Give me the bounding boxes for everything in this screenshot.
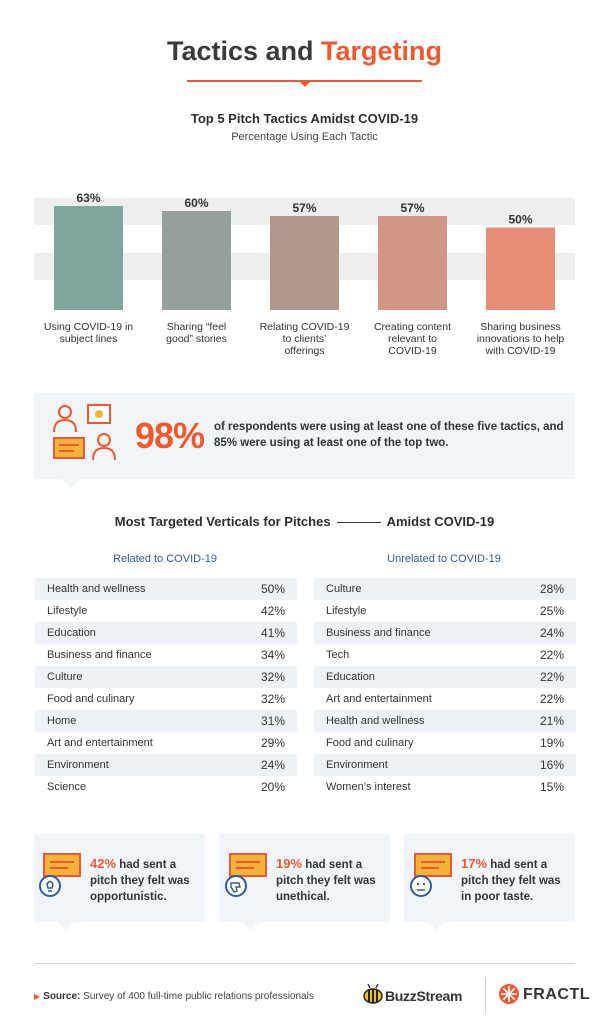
title-part-2: Targeting bbox=[321, 36, 443, 66]
row-label: Lifestyle bbox=[47, 605, 88, 617]
row-label: Environment bbox=[47, 759, 109, 771]
verticals-title-right: Amidst COVID-19 bbox=[386, 514, 495, 529]
bar-category-label: Sharing “feel good” stories bbox=[166, 321, 227, 345]
unrelated-verticals-table bbox=[314, 578, 576, 798]
stat-value: 42% bbox=[90, 856, 117, 871]
chart-subtitle: Percentage Using Each Tactic bbox=[231, 131, 378, 143]
fractl-logo-text: FRACTL bbox=[523, 986, 590, 1003]
row-label: Education bbox=[47, 627, 96, 639]
row-value: 25% bbox=[539, 604, 564, 618]
row-label: Lifestyle bbox=[326, 605, 367, 617]
unrelated-column-heading: Unrelated to COVID-19 bbox=[387, 553, 501, 565]
stat-text-opportunistic bbox=[90, 856, 202, 905]
stat-card-tail bbox=[243, 922, 259, 930]
buzzstream-bee-icon bbox=[362, 983, 384, 1005]
row-value: 15% bbox=[539, 780, 564, 794]
title-underline-notch bbox=[299, 81, 311, 87]
table-row bbox=[314, 732, 576, 754]
stat-description: had sent a pitch they felt was in poor taste. bbox=[461, 859, 561, 903]
row-value: 34% bbox=[260, 648, 285, 662]
row-label: Science bbox=[47, 781, 87, 793]
row-value: 21% bbox=[539, 714, 564, 728]
row-label: Culture bbox=[326, 583, 362, 595]
row-label: Environment bbox=[326, 759, 388, 771]
source-arrow-icon: ▶ bbox=[34, 992, 41, 1001]
table-row bbox=[35, 622, 297, 644]
neutral-face-icon bbox=[409, 852, 455, 902]
related-verticals-table bbox=[35, 578, 297, 798]
stat-card-tail bbox=[58, 922, 74, 930]
row-value: 24% bbox=[260, 758, 285, 772]
verticals-title bbox=[0, 514, 609, 529]
page-title bbox=[0, 36, 609, 67]
stat-value: 17% bbox=[461, 856, 488, 871]
table-row bbox=[314, 688, 576, 710]
bar-value-label: 57% bbox=[400, 200, 425, 215]
row-value: 50% bbox=[260, 582, 285, 596]
stat-description: had sent a pitch they felt was opportunistic. bbox=[90, 859, 190, 903]
bar-category-label: Sharing business innovations to help with COVID-19 bbox=[476, 321, 565, 357]
row-label: Food and culinary bbox=[47, 693, 135, 705]
table-row bbox=[35, 578, 297, 600]
fractl-logo-icon bbox=[498, 983, 520, 1005]
stat-text-poor-taste bbox=[461, 856, 573, 905]
row-label: Business and finance bbox=[326, 627, 431, 639]
bar-value-label: 63% bbox=[76, 191, 101, 206]
table-row bbox=[35, 600, 297, 622]
bar-value-label: 50% bbox=[508, 212, 533, 227]
table-row bbox=[314, 666, 576, 688]
row-label: Women’s interest bbox=[326, 781, 411, 793]
footer-divider bbox=[34, 963, 575, 964]
bar bbox=[378, 216, 447, 310]
callout-text: of respondents were using at least one of these five tactics, and 85% were using at least one of the top two. bbox=[214, 421, 564, 449]
row-label: Health and wellness bbox=[326, 715, 425, 727]
chart-title: Top 5 Pitch Tactics Amidst COVID-19 bbox=[190, 111, 419, 126]
table-row bbox=[35, 666, 297, 688]
table-row bbox=[314, 776, 576, 798]
bar bbox=[54, 206, 123, 310]
row-label: Food and culinary bbox=[326, 737, 414, 749]
table-row bbox=[314, 710, 576, 732]
row-label: Home bbox=[47, 715, 77, 727]
table-row bbox=[35, 732, 297, 754]
row-label: Business and finance bbox=[47, 649, 152, 661]
table-row bbox=[35, 754, 297, 776]
bar bbox=[270, 216, 339, 310]
row-label: Culture bbox=[47, 671, 83, 683]
bar-value-label: 60% bbox=[184, 196, 209, 210]
tactics-bar-chart bbox=[0, 145, 609, 375]
related-column-heading: Related to COVID-19 bbox=[113, 553, 217, 565]
row-value: 42% bbox=[260, 604, 285, 618]
bar-category-label: Creating content relevant to COVID-19 bbox=[373, 321, 452, 357]
stat-card-tail bbox=[428, 922, 444, 930]
bar-category-label: Using COVID-19 in subject lines bbox=[43, 321, 134, 345]
stat-text-unethical bbox=[276, 856, 388, 905]
row-value: 16% bbox=[539, 758, 564, 772]
table-row bbox=[314, 622, 576, 644]
row-value: 22% bbox=[539, 670, 564, 684]
table-row bbox=[35, 776, 297, 798]
lightbulb-icon bbox=[38, 852, 84, 902]
table-row bbox=[314, 644, 576, 666]
row-label: Art and entertainment bbox=[326, 693, 432, 705]
stat-description: had sent a pitch they felt was unethical. bbox=[276, 859, 376, 903]
source-text: Survey of 400 full-time public relations professionals bbox=[83, 991, 314, 1002]
row-value: 22% bbox=[539, 648, 564, 662]
source-label: Source: bbox=[43, 991, 81, 1002]
stat-value: 19% bbox=[276, 856, 303, 871]
source-line bbox=[34, 991, 314, 1002]
bar bbox=[162, 211, 231, 310]
bar-value-label: 57% bbox=[292, 200, 317, 215]
logo-separator bbox=[485, 977, 486, 1013]
row-label: Tech bbox=[326, 649, 350, 661]
row-value: 29% bbox=[260, 736, 285, 750]
row-value: 32% bbox=[260, 670, 285, 684]
row-value: 24% bbox=[539, 626, 564, 640]
row-label: Health and wellness bbox=[47, 583, 146, 595]
row-label: Art and entertainment bbox=[47, 737, 153, 749]
row-value: 28% bbox=[539, 582, 564, 596]
table-row bbox=[314, 578, 576, 600]
buzzstream-logo-text: BuzzStream bbox=[385, 988, 463, 1004]
row-label: Education bbox=[326, 671, 375, 683]
table-row bbox=[314, 754, 576, 776]
table-row bbox=[35, 710, 297, 732]
row-value: 41% bbox=[260, 626, 285, 640]
thumbs-down-icon bbox=[224, 852, 270, 902]
table-row bbox=[35, 644, 297, 666]
bar-category-label: Relating COVID-19 to clients’ offerings bbox=[259, 321, 350, 357]
title-part-1: Tactics and bbox=[166, 36, 314, 66]
row-value: 22% bbox=[539, 692, 564, 706]
row-value: 19% bbox=[539, 736, 564, 750]
row-value: 32% bbox=[260, 692, 285, 706]
bar bbox=[486, 228, 555, 311]
row-value: 31% bbox=[260, 714, 285, 728]
verticals-title-divider bbox=[337, 522, 381, 523]
verticals-title-left: Most Targeted Verticals for Pitches bbox=[114, 514, 331, 529]
callout-tail bbox=[62, 479, 80, 488]
table-row bbox=[35, 688, 297, 710]
callout-big-percent: 98% bbox=[135, 415, 205, 456]
table-row bbox=[314, 600, 576, 622]
people-chat-icon bbox=[50, 402, 122, 468]
row-value: 20% bbox=[260, 780, 285, 794]
